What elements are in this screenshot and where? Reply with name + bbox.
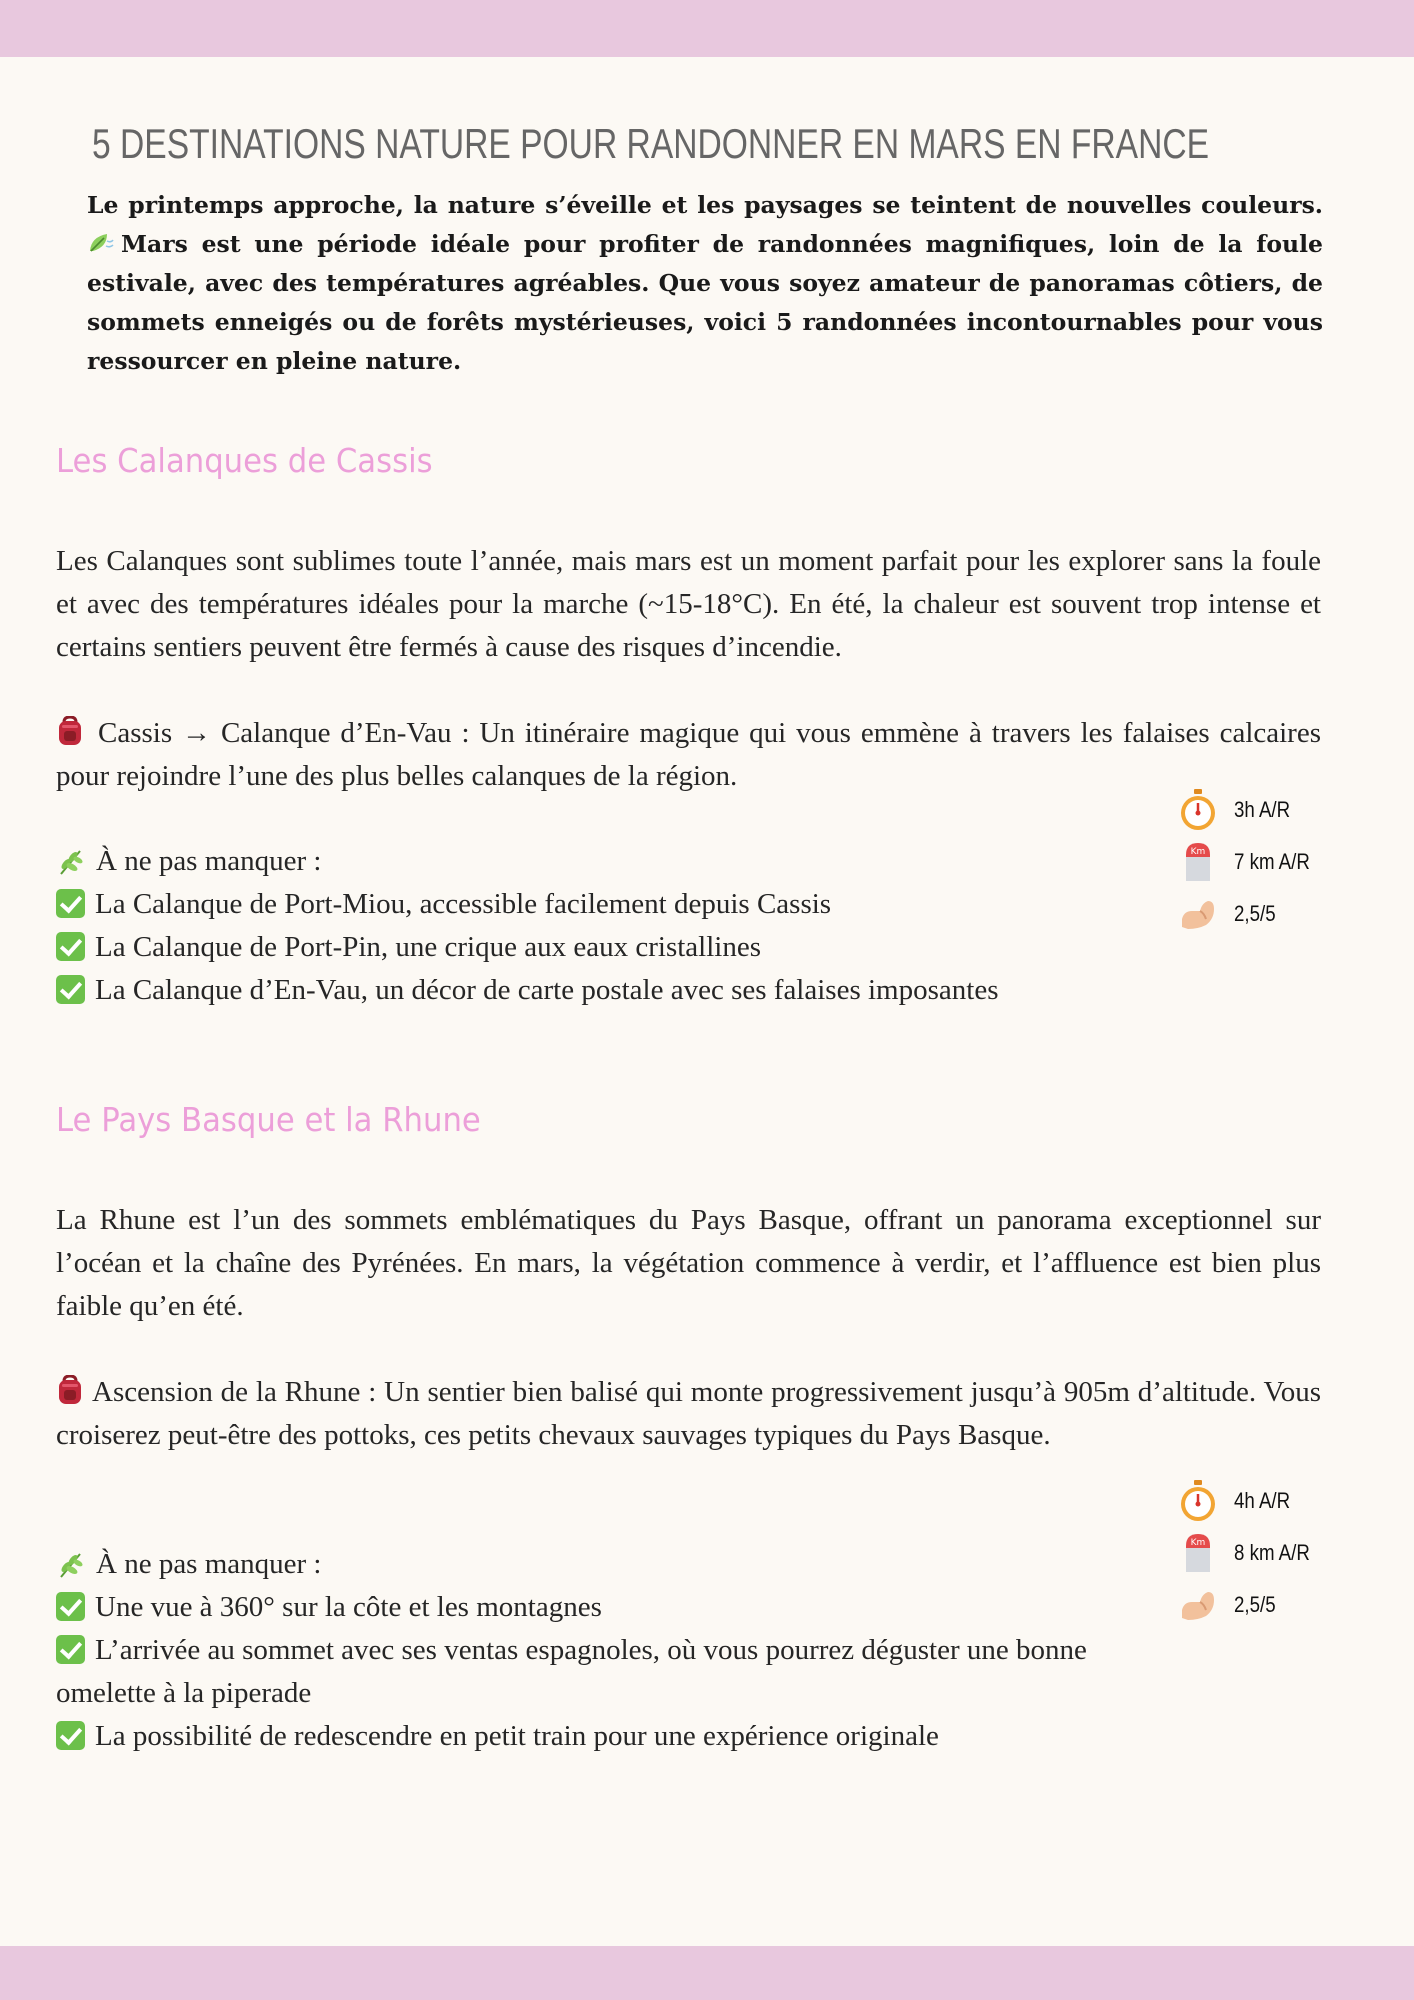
highlights-label-row (56, 840, 1156, 883)
stat-distance-value: 8 km A/R (1234, 1540, 1310, 1565)
check-mark-icon (56, 1721, 85, 1750)
highlights-label: À ne pas manquer : (96, 1548, 322, 1580)
list-item: Une vue à 360° sur la côte et les montagnes (56, 1586, 1146, 1629)
stats-calanques (1176, 784, 1346, 940)
km-badge-text: Km (1190, 847, 1206, 857)
backpack-icon (56, 1375, 84, 1405)
stat-duration (1176, 784, 1346, 836)
highlights-rhune (56, 1543, 1146, 1758)
list-item: La Calanque d’En-Vau, un décor de carte postale avec ses falaises imposantes (56, 969, 1156, 1012)
stopwatch-icon (1177, 1479, 1219, 1523)
list-item: La Calanque de Port-Miou, accessible facilement depuis Cassis (56, 883, 1156, 926)
itinerary-text: Cassis → Calanque d’En-Vau : Un itinéraire magique qui vous emmène à travers les falaises calcaires pour rejoindre l’une des plus belles calanques de la région. (56, 717, 1321, 792)
km-marker-icon (1183, 1532, 1213, 1574)
flexed-biceps-icon (1180, 1588, 1216, 1622)
section-title-calanques: Les Calanques de Cassis (56, 441, 433, 480)
itinerary-text: Ascension de la Rhune : Un sentier bien balisé qui monte progressivement jusqu’à 905m d’altitude. Vous croiserez peut-être des pottoks, ces petits chevaux sauvages typiques du Pays Basque. (56, 1376, 1321, 1451)
stopwatch-icon (1177, 788, 1219, 832)
stat-distance (1176, 1527, 1346, 1579)
stat-duration-value: 4h A/R (1234, 1488, 1291, 1513)
stats-rhune (1176, 1475, 1346, 1631)
stat-difficulty-value: 2,5/5 (1234, 1592, 1276, 1617)
check-mark-icon (56, 889, 85, 918)
section-title-rhune: Le Pays Basque et la Rhune (56, 1100, 481, 1139)
km-badge-text: Km (1190, 1538, 1206, 1548)
backpack-icon (56, 716, 84, 746)
check-mark-icon (56, 975, 85, 1004)
intro-line-1: Le printemps approche, la nature s’éveille et les paysages se teintent de nouvelles couleurs. (87, 191, 1323, 219)
leaf-fluttering-icon (87, 231, 115, 255)
check-mark-icon (56, 1635, 85, 1664)
section-description-rhune: La Rhune est l’un des sommets emblématiques du Pays Basque, offrant un panorama exceptionnel sur l’océan et la chaîne des Pyrénées. En mars, la végétation commence à verdir, et l’affluence est bien plus faible qu’en été. (56, 1204, 1321, 1322)
title-text: 5 DESTINATIONS NATURE POUR RANDONNER EN MARS EN FRANCE (92, 120, 1210, 167)
check-mark-icon (56, 932, 85, 961)
highlights-calanques (56, 840, 1156, 1012)
top-band (0, 0, 1414, 57)
herb-icon (56, 1550, 86, 1580)
highlights-label-row (56, 1543, 1146, 1586)
list-item: L’arrivée au sommet avec ses ventas espagnoles, où vous pourrez déguster une bonne omelette à la piperade (56, 1634, 1087, 1709)
itinerary-rhune (56, 1371, 1321, 1457)
highlights-label: À ne pas manquer : (96, 845, 322, 877)
stat-duration (1176, 1475, 1346, 1527)
stat-distance-value: 7 km A/R (1234, 849, 1310, 874)
stat-difficulty (1176, 888, 1346, 940)
page-title (78, 118, 1368, 170)
herb-icon (56, 847, 86, 877)
flexed-biceps-icon (1180, 897, 1216, 931)
bottom-band (0, 1946, 1414, 2000)
section-description-calanques: Les Calanques sont sublimes toute l’année, mais mars est un moment parfait pour les explorer sans la foule et avec des températures idéales pour la marche (~15-18°C). En été, la chaleur est souvent trop intense et certains sentiers peuvent être fermés à cause des risques d’incendie. (56, 545, 1321, 663)
list-item: La Calanque de Port-Pin, une crique aux eaux cristallines (56, 926, 1156, 969)
intro-paragraph (87, 186, 1323, 381)
stat-difficulty (1176, 1579, 1346, 1631)
stat-difficulty-value: 2,5/5 (1234, 901, 1276, 926)
stat-distance (1176, 836, 1346, 888)
km-marker-icon (1183, 841, 1213, 883)
check-mark-icon (56, 1592, 85, 1621)
stat-duration-value: 3h A/R (1234, 797, 1291, 822)
list-item: La possibilité de redescendre en petit train pour une expérience originale (56, 1715, 1146, 1758)
intro-rest: Mars est une période idéale pour profiter de randonnées magnifiques, loin de la foule estivale, avec des températures agréables. Que vous soyez amateur de panoramas côtiers, de sommets enneigés ou de forêts mystérieuses, voici 5 randonnées incontournables pour vous ressourcer en pleine nature. (87, 230, 1323, 375)
itinerary-calanques (56, 712, 1321, 798)
